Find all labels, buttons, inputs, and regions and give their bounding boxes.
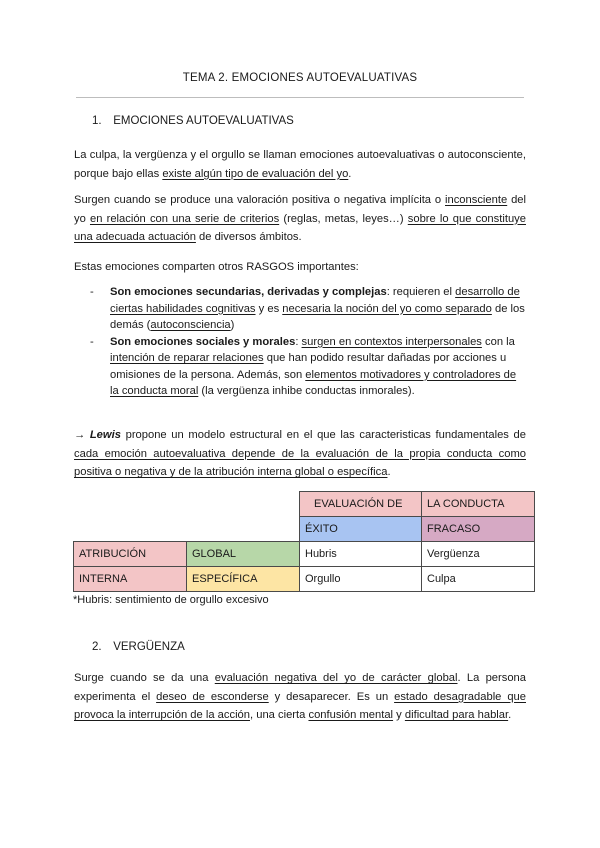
text-span: de los demás ( xyxy=(110,302,525,331)
underlined-text: dificultad para hablar xyxy=(404,709,509,721)
author-name: Lewis xyxy=(89,429,121,441)
bold-text: Son emociones sociales y morales xyxy=(110,335,296,348)
table-cell: Vergüenza xyxy=(422,542,535,567)
text-span: : xyxy=(295,335,302,348)
table-footnote: *Hubris: sentimiento de orgullo excesivo xyxy=(73,594,269,606)
text-span: : requieren el xyxy=(386,286,456,298)
underlined-text: autoconsciencia xyxy=(150,319,231,331)
underlined-text: elementos motivadores y controladores de la conducta moral xyxy=(110,368,517,397)
text-span: de diversos ámbitos. xyxy=(195,231,302,243)
section2-heading xyxy=(92,641,185,653)
text-span: Surgen cuando se produce una valoración positiva o negativa implícita o xyxy=(74,194,445,206)
table-cell-specific: ESPECÍFICA xyxy=(187,567,300,592)
traits-list xyxy=(90,284,526,400)
text-span: Surge cuando se da una xyxy=(74,672,215,684)
text-span: . La persona experimenta el xyxy=(74,672,526,703)
text-span: (la vergüenza inhibe conductas inmorales). xyxy=(198,385,415,397)
table-header-evaluation: EVALUACIÓN DE xyxy=(300,492,422,517)
section1-paragraph2 xyxy=(74,191,526,247)
section1-heading xyxy=(92,115,294,127)
underlined-text: confusión mental xyxy=(308,709,394,721)
section1-paragraph3: Estas emociones comparten otros RASGOS importantes: xyxy=(74,261,359,273)
section2-title: VERGÜENZA xyxy=(113,641,185,653)
underlined-text: intención de reparar relaciones xyxy=(110,352,264,364)
section2-number: 2. xyxy=(92,641,102,653)
table-cell: Culpa xyxy=(422,567,535,592)
list-item xyxy=(90,284,526,334)
bold-text: Son emociones secundarias, derivadas y complejas xyxy=(110,286,387,298)
section2-paragraph1 xyxy=(74,669,526,725)
text-span: La culpa, la vergüenza y el orgullo se llaman emociones autoevaluativas o autoconsciente, porque bajo ellas xyxy=(74,149,526,180)
section1-title: EMOCIONES AUTOEVALUATIVAS xyxy=(113,115,294,127)
emotions-table xyxy=(73,491,535,592)
table-header-conduct: LA CONDUCTA xyxy=(422,492,535,517)
text-span: del yo xyxy=(74,194,527,225)
text-span: . xyxy=(387,466,391,478)
table-row xyxy=(74,517,535,542)
text-span: ) xyxy=(230,319,235,331)
section1-paragraph4 xyxy=(74,426,526,482)
list-item xyxy=(90,334,526,400)
text-span: (reglas, metas, leyes…) xyxy=(279,212,408,225)
text-span: , una cierta xyxy=(250,709,309,721)
underlined-text: necesaria la noción del yo como separado xyxy=(282,302,492,315)
underlined-text: estado desagradable que provoca la interrupción de la acción xyxy=(74,690,526,721)
table-cell-global: GLOBAL xyxy=(187,542,300,567)
title-divider xyxy=(76,97,524,98)
table-cell: Hubris xyxy=(300,542,422,567)
table-row xyxy=(74,542,535,567)
section1-paragraph1 xyxy=(74,146,526,183)
text-span: y es xyxy=(255,302,283,315)
text-span: y xyxy=(393,709,405,721)
underlined-text: sobre lo que constituye una adecuada actuación xyxy=(74,212,526,243)
text-span: y desaparecer. Es un xyxy=(268,690,395,703)
table-row xyxy=(74,567,535,592)
underlined-text: en relación con una serie de criterios xyxy=(89,212,280,225)
underlined-text: existe algún tipo de evaluación del yo xyxy=(162,167,349,180)
table-cell xyxy=(74,517,187,542)
text-span: con la xyxy=(481,335,515,348)
table-row xyxy=(74,492,535,517)
arrow-icon: → xyxy=(74,429,90,441)
table-col-fracaso: FRACASO xyxy=(422,517,535,542)
underlined-text: inconsciente xyxy=(445,194,508,206)
underlined-text: desarrollo de ciertas habilidades cognitivas xyxy=(110,286,520,315)
page-title: TEMA 2. EMOCIONES AUTOEVALUATIVAS xyxy=(182,72,418,84)
text-span: propone un modelo estructural en el que las caracteristicas fundamentales de xyxy=(120,429,526,441)
table-cell xyxy=(74,492,187,517)
table-cell xyxy=(187,517,300,542)
text-span: que han podido resultar dañadas por acciones u omisiones de la persona. Además, son xyxy=(110,352,507,381)
text-span: . xyxy=(508,709,512,721)
text-span: . xyxy=(348,167,352,180)
table-cell xyxy=(187,492,300,517)
section1-number: 1. xyxy=(92,115,102,127)
underlined-text: evaluación negativa del yo de carácter global xyxy=(214,672,458,684)
table-cell-internal: INTERNA xyxy=(74,567,187,592)
table-cell: Orgullo xyxy=(300,567,422,592)
underlined-text: cada emoción autoevaluativa depende de la evaluación de la propia conducta como positiva o negativa y de la atribución interna global o específica xyxy=(74,447,526,478)
underlined-text: deseo de esconderse xyxy=(156,690,269,703)
table-cell-attribution: ATRIBUCIÓN xyxy=(74,542,187,567)
table-col-exito: ÉXITO xyxy=(300,517,422,542)
underlined-text: surgen en contextos interpersonales xyxy=(301,335,482,348)
